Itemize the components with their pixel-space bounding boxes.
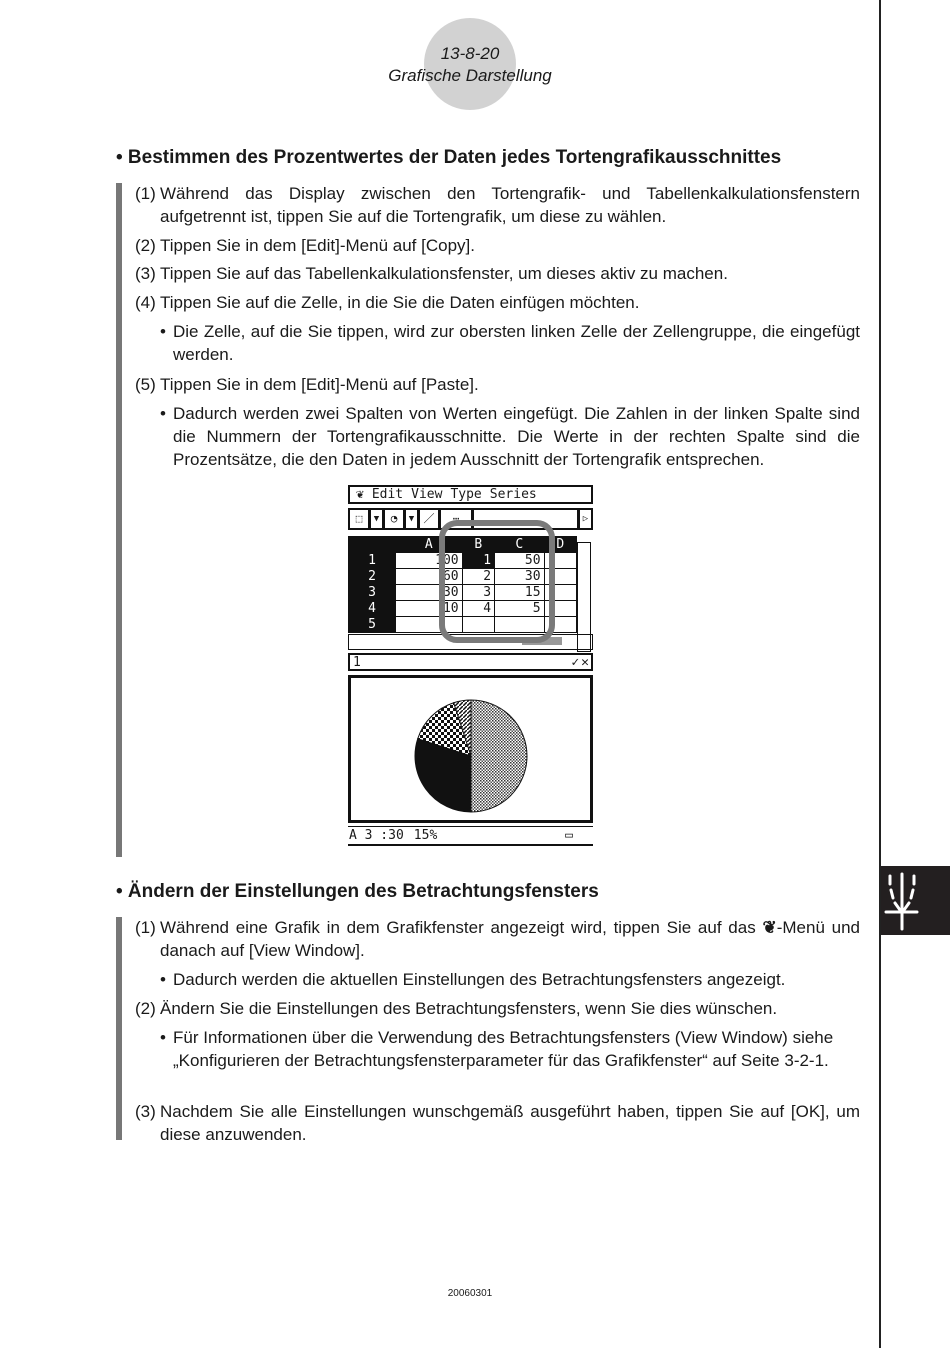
pie-graph-window [348, 675, 593, 823]
dropdown-arrow-icon: ▼ [406, 510, 417, 528]
pie-chart [351, 678, 590, 820]
pie-slice-1 [471, 700, 527, 812]
status-bar: A 3 :30 15% ▭ [348, 826, 593, 846]
graph-chapter-icon [881, 866, 950, 935]
chapter-tab [881, 866, 950, 935]
battery-icon: ▭ [565, 828, 573, 843]
highlight-frame [439, 520, 555, 643]
menu-edit: Edit [371, 487, 404, 502]
step-2: (2) Tippen Sie in dem [Edit]-Menü auf [Copy]. [135, 236, 475, 255]
step-3: (3) Nachdem Sie alle Einstellungen wunschgemäß ausgeführt haben, tippen Sie auf [OK], um diese anzuwenden. [135, 1102, 860, 1144]
menu-type: Type [450, 487, 482, 502]
scroll-right-icon: ▷ [580, 510, 591, 528]
page-edge-line [879, 0, 881, 1348]
margin-bar [116, 183, 122, 857]
section-title: Grafische Darstellung [388, 66, 552, 85]
table-row: 3 30 3 15 [349, 585, 577, 601]
step-2: (2) Ändern Sie die Einstellungen des Betrachtungsfensters, wenn Sie dies wünschen. [135, 999, 778, 1018]
line-tool-icon: ／ [420, 510, 438, 528]
menu-view: View [411, 487, 443, 502]
header-circle [424, 18, 516, 110]
menu-icon: ❦ [356, 487, 364, 502]
step-5: (5) Tippen Sie in dem [Edit]-Menü auf [Paste]. [135, 375, 479, 394]
spreadsheet: A B C D 1 100 1 50 2 60 2 30 3 30 3 15 4 10 4 5 5 [348, 536, 577, 633]
table-row: 1 100 1 50 [349, 553, 577, 569]
dropdown-arrow-icon: ▼ [371, 510, 382, 528]
menu-icon: ❦ [762, 918, 777, 937]
select-cursor-icon: ⬚ [350, 510, 368, 528]
entry-line: 1 ✓ ✕ [348, 653, 593, 671]
table-row: 4 10 4 5 [349, 601, 577, 617]
note-4: • Die Zelle, auf die Sie tippen, wird zur obersten linken Zelle der Zellengruppe, die eingefügt werden. [160, 322, 860, 364]
note-2: • Für Informationen über die Verwendung des Betrachtungsfensters (View Window) siehe „Konfigurieren der Betrachtungsfensterparameter für das Grafikfenster“ auf Seite 3-2-1. [160, 1028, 834, 1070]
page-number: 13-8-20 [440, 44, 500, 63]
step-1: (1) Während das Display zwischen den Tortengrafik- und Tabellenkalkulationsfenstern aufgetrennt ist, tippen Sie auf die Tortengrafik, um diese zu wählen. [135, 184, 860, 226]
check-icon: ✓ [571, 654, 580, 670]
table-row: 5 [349, 617, 577, 633]
footer-code: 20060301 [447, 1288, 493, 1299]
step-3: (3) Tippen Sie auf das Tabellenkalkulationsfenster, um dieses aktiv zu machen. [135, 264, 728, 283]
margin-bar [116, 917, 122, 1140]
pie-chart-icon: ◔ [385, 510, 403, 528]
menu-series: Series [489, 487, 537, 502]
menu-bar [348, 485, 593, 504]
heading-view-window: • Ändern der Einstellungen des Betrachtungsfensters [116, 881, 599, 902]
table-row: 2 60 2 30 [349, 569, 577, 585]
step-1: (1) Während eine Grafik in dem Grafikfenster angezeigt wird, tippen Sie auf das ❦-Menü und danach auf [View Window]. [135, 918, 861, 960]
note-1: • Dadurch werden die aktuellen Einstellungen des Betrachtungsfensters angezeigt. [160, 970, 786, 989]
close-icon: ✕ [581, 654, 589, 670]
note-5: • Dadurch werden zwei Spalten von Werten eingefügt. Die Zahlen in der linken Spalte sind die Nummern der Tortengrafikausschnitte. Die Werte in der rechten Spalte sind die Prozentsätze, die den Daten in jedem Ausschnitt der Tortengrafik entsprechen. [160, 404, 860, 469]
heading-pie-percent: • Bestimmen des Prozentwertes der Daten jedes Tortengrafikausschnittes [116, 147, 782, 168]
step-4: (4) Tippen Sie auf die Zelle, in die Sie die Daten einfügen möchten. [135, 293, 640, 312]
grid-tool-icon: ⋯ [441, 510, 471, 528]
